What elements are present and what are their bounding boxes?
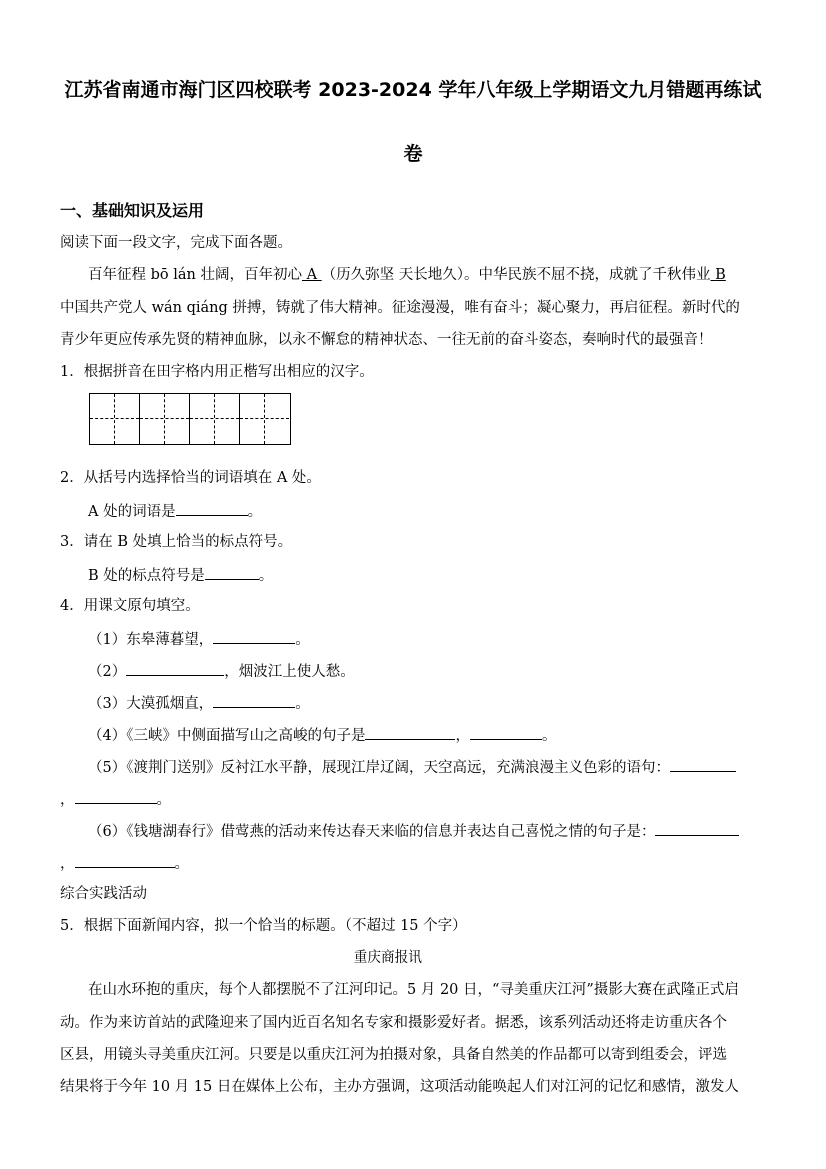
tianzige-writing-grid[interactable] <box>89 393 291 445</box>
answer-blank[interactable] <box>126 660 224 676</box>
answer-blank[interactable] <box>213 628 295 644</box>
answer-line-q3: B 处的标点符号是 。 <box>88 564 273 586</box>
q4-item-6: （6）《钱塘湖春行》借莺燕的活动来传达春天来临的信息并表达自己喜悦之情的句子是： <box>88 820 739 842</box>
answer-line-q2: A 处的词语是 。 <box>88 500 262 522</box>
question-3: 3．请在 B 处填上恰当的标点符号。 <box>60 534 293 550</box>
blank-b-marker: B <box>715 267 726 283</box>
q4-item-5-continued: ， 。 <box>60 788 171 810</box>
q4-item-5: （5）《渡荆门送别》反衬江水平静，展现江岸辽阔，天空高远，充满浪漫主义色彩的语句： <box>88 756 736 778</box>
q4-item-6-continued: ， 。 <box>60 852 189 874</box>
blank-a-marker: A <box>306 267 318 283</box>
passage-line-2: 中国共产党人 wán qiáng 拼搏，铸就了伟大精神。征途漫漫，唯有奋斗；凝心聚力，再启征程。新时代的 <box>60 300 740 316</box>
question-5: 5．根据下面新闻内容，拟一个恰当的标题。（不超过 15 个字） <box>60 918 467 934</box>
passage-line-1 <box>88 265 726 285</box>
news-title: 重庆商报讯 <box>353 950 422 966</box>
grid-cell[interactable] <box>190 394 240 444</box>
answer-blank[interactable] <box>75 852 175 868</box>
section-heading-basics: 一、基础知识及运用 <box>60 201 205 220</box>
news-line-3: 区县，用镜头寻美重庆江河。只要是以重庆江河为拍摄对象，具备自然美的作品都可以寄到组委会，评选 <box>60 1047 727 1063</box>
question-2: 2．从括号内选择恰当的词语填在 A 处。 <box>60 470 321 486</box>
answer-blank[interactable] <box>176 500 248 516</box>
grid-cell[interactable] <box>90 394 140 444</box>
news-line-4: 结果将于今年 10 月 15 日在媒体上公布，主办方强调，这项活动能唤起人们对江河的记忆和感情，激发人 <box>60 1079 739 1095</box>
page-title-continued: 卷 <box>403 143 423 165</box>
question-4: 4．用课文原句填空。 <box>60 598 200 614</box>
answer-blank[interactable] <box>365 724 455 740</box>
q4-item-3: （3）大漠孤烟直， 。 <box>88 692 310 714</box>
q4-item-2: （2） ，烟波江上使人愁。 <box>88 660 355 682</box>
q4-item-1: （1）东皋薄暮望， 。 <box>88 628 310 650</box>
news-line-1: 在山水环抱的重庆，每个人都摆脱不了江河印记。5 月 20 日，“寻美重庆江河”摄影大赛在武隆正式启 <box>88 982 739 998</box>
answer-blank[interactable] <box>213 692 295 708</box>
q4-item-4: （4）《三峡》中侧面描写山之高峻的句子是 ， 。 <box>88 724 556 746</box>
news-line-2: 动。作为来访首站的武隆迎来了国内近百名知名专家和摄影爱好者。据悉，该系列活动还将走访重庆各个 <box>60 1015 727 1031</box>
reading-instruction: 阅读下面一段文字，完成下面各题。 <box>60 235 292 251</box>
grid-cell[interactable] <box>240 394 289 444</box>
answer-blank[interactable] <box>470 724 542 740</box>
answer-blank[interactable] <box>205 564 259 580</box>
question-1: 1．根据拼音在田字格内用正楷写出相应的汉字。 <box>60 364 374 380</box>
section-heading-practice: 综合实践活动 <box>60 886 147 902</box>
passage-text: 百年征程 bō lán 壮阔，百年初心 <box>88 267 302 283</box>
answer-blank[interactable] <box>655 820 739 836</box>
answer-blank[interactable] <box>670 756 736 772</box>
page-title: 江苏省南通市海门区四校联考 2023-2024 学年八年级上学期语文九月错题再练试 <box>64 79 762 101</box>
answer-blank[interactable] <box>75 788 157 804</box>
grid-cell[interactable] <box>140 394 190 444</box>
passage-line-3: 青少年更应传承先贤的精神血脉，以永不懈怠的精神状态、一往无前的奋斗姿态，奏响时代的最强音！ <box>60 332 713 348</box>
passage-text: （历久弥坚 天长地久）。中华民族不屈不挠，成就了千秋伟业 <box>321 267 711 283</box>
